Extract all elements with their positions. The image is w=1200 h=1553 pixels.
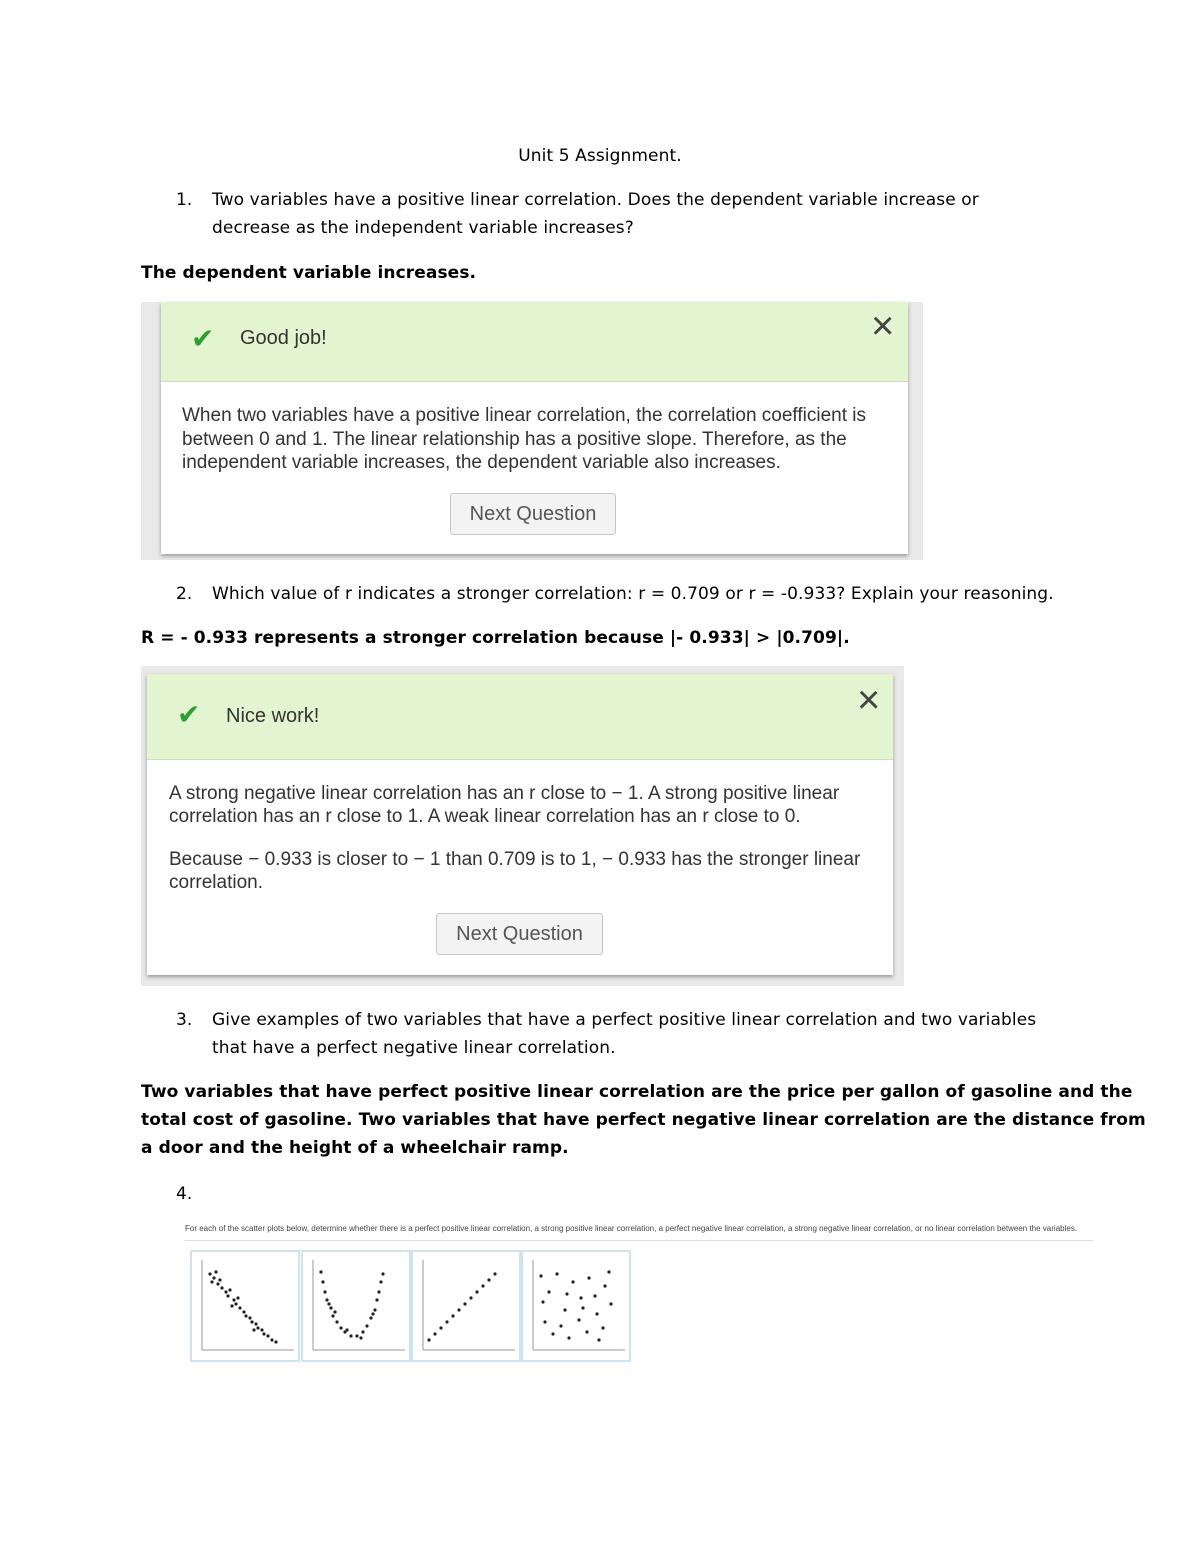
answer-3-line-2: total cost of gasoline. Two variables that have perfect negative linear correlation are the distance from <box>141 1110 1146 1130</box>
close-icon[interactable]: × <box>857 678 881 722</box>
feedback-text-1-line-1: When two variables have a positive linear correlation, the correlation coefficient is <box>182 405 866 426</box>
page-title: Unit 5 Assignment. <box>518 146 682 166</box>
feedback-text-2-line-2: correlation has an r close to 1. A weak linear correlation has an r close to 0. <box>169 806 801 827</box>
feedback-text-2-line-4: correlation. <box>169 872 263 893</box>
divider <box>185 1240 1093 1241</box>
next-question-button-2[interactable]: Next Question <box>436 913 603 955</box>
scatter-plot-perfect-positive <box>411 1250 521 1362</box>
answer-3-line-1: Two variables that have perfect positive linear correlation are the price per gallon of gasoline and the <box>141 1082 1133 1102</box>
question-3-line-1: Give examples of two variables that have a perfect positive linear correlation and two variables <box>212 1010 1037 1030</box>
question-3-number: 3. <box>176 1010 193 1030</box>
scatter-plot-no-correlation <box>521 1250 631 1362</box>
feedback-header-1 <box>161 302 908 382</box>
feedback-text-2-line-3: Because − 0.933 is closer to − 1 than 0.709 is to 1, − 0.933 has the stronger linear <box>169 849 861 870</box>
question-2-number: 2. <box>176 584 193 604</box>
checkmark-icon: ✔ <box>177 698 201 731</box>
question-3-line-2: that have a perfect negative linear correlation. <box>212 1038 616 1058</box>
feedback-text-1-line-2: between 0 and 1. The linear relationship has a positive slope. Therefore, as the <box>182 429 847 450</box>
feedback-title-2: Nice work! <box>226 705 320 727</box>
scatter-plot-negative-graphic <box>192 1252 298 1360</box>
answer-3-line-3: a door and the height of a wheelchair ramp. <box>141 1138 569 1158</box>
question-4-caption: For each of the scatter plots below, determine whether there is a perfect positive linear correlation, a strong positive linear correlation, a perfect negative linear correlation, a strong negative linear correlation, or no linear correlation between the variables. <box>185 1224 1078 1233</box>
feedback-text-1-line-3: independent variable increases, the dependent variable also increases. <box>182 452 781 473</box>
scatter-plot-parabola <box>301 1250 411 1362</box>
feedback-screenshot-2 <box>141 666 904 986</box>
feedback-card-1 <box>161 302 908 554</box>
scatter-plot-no-correlation-graphic <box>523 1252 629 1360</box>
question-2-line-1: Which value of r indicates a stronger correlation: r = 0.709 or r = -0.933? Explain your reasoning. <box>212 584 1054 604</box>
feedback-title-1: Good job! <box>240 327 327 349</box>
feedback-header-2 <box>147 674 893 760</box>
question-1-number: 1. <box>176 190 193 210</box>
scatter-plot-perfect-positive-graphic <box>413 1252 519 1360</box>
close-icon[interactable]: × <box>871 304 895 348</box>
scatter-plot-parabola-graphic <box>303 1252 409 1360</box>
next-question-button-1[interactable]: Next Question <box>450 493 616 535</box>
question-1-line-2: decrease as the independent variable increases? <box>212 218 634 238</box>
scatter-plot-negative <box>190 1250 300 1362</box>
answer-1: The dependent variable increases. <box>141 263 477 283</box>
checkmark-icon: ✔ <box>191 322 215 355</box>
answer-2: R = - 0.933 represents a stronger correlation because |- 0.933| > |0.709|. <box>141 628 850 648</box>
question-4-number: 4. <box>176 1184 193 1204</box>
feedback-card-2 <box>147 674 893 975</box>
feedback-screenshot-1 <box>141 302 923 560</box>
question-1-line-1: Two variables have a positive linear correlation. Does the dependent variable increase or <box>212 190 979 210</box>
feedback-text-2-line-1: A strong negative linear correlation has an r close to − 1. A strong positive linear <box>169 783 840 804</box>
